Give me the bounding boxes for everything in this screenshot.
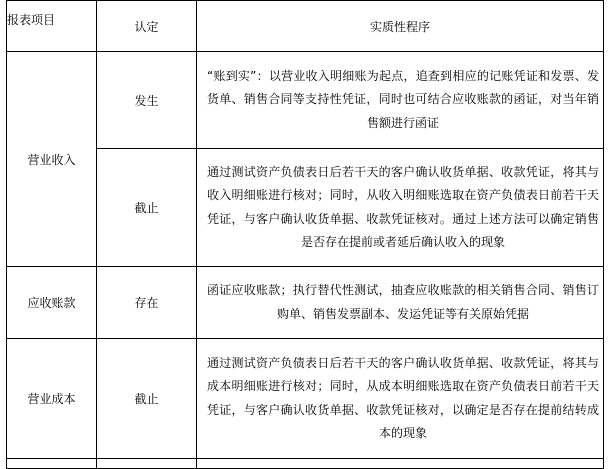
procedure-text: “账到实”：以营业收入明细账为起点，追查到相应的记账凭证和发票、发货单、销售合同等支持性凭证，同时也可结合应收账款的函证，对当年销售额进行函证	[207, 68, 599, 130]
assertion-cell	[97, 339, 197, 459]
table-row	[7, 149, 604, 267]
assertion-cell	[97, 149, 197, 267]
header-cell-item	[7, 1, 97, 52]
item-cell-cost	[7, 339, 97, 459]
assertion-label: 截止	[134, 201, 159, 215]
header-assertion-label: 认定	[134, 19, 159, 34]
procedure-text: 函证应收账款；执行替代性测试，抽查应收账款的相关销售合同、销售订购单、销售发票副本、发运凭证等有关原始凭据	[207, 283, 599, 321]
procedure-cell	[197, 267, 604, 339]
procedure-cell	[197, 339, 604, 459]
assertion-cell	[97, 52, 197, 149]
table-row	[7, 267, 604, 339]
item-label: 营业成本	[27, 392, 76, 406]
header-cell-procedure	[197, 1, 604, 52]
procedure-text: 通过测试资产负债表日后若干天的客户确认收货单据、收款凭证，将其与收入明细账进行核对；同时，从收入明细账选取在资产负债表日前若干天凭证，与客户确认收货单据、收款凭证核对。通过上述方法可以确定销售是否存在提前或者延后确认收入的现象	[207, 164, 599, 249]
assertion-cell	[97, 267, 197, 339]
assertion-label: 发生	[134, 93, 159, 108]
item-cell-revenue	[7, 52, 97, 267]
procedure-cell	[197, 52, 604, 149]
assertion-label: 截止	[134, 392, 159, 406]
table-header-row	[7, 1, 604, 52]
header-item-label: 报表项目	[7, 13, 56, 27]
item-cell-receivables	[7, 267, 97, 339]
audit-procedures-table	[6, 0, 604, 469]
procedure-text: 通过测试资产负债表日后若干天的客户确认收货单据、收款凭证，将其与成本明细账进行核对；同时，从成本明细账选取在资产负债表日前若干天凭证，与客户确认收货单据、收款凭证核对，以确定是否存在提前结转成本的现象	[207, 355, 599, 440]
assertion-label: 存在	[134, 296, 159, 310]
table-row	[7, 52, 604, 149]
table-row	[7, 339, 604, 459]
item-label: 应收账款	[27, 296, 76, 310]
header-cell-assertion	[97, 1, 197, 52]
procedure-cell	[197, 149, 604, 267]
item-label: 营业收入	[27, 152, 76, 167]
header-procedure-label: 实质性程序	[369, 19, 430, 34]
